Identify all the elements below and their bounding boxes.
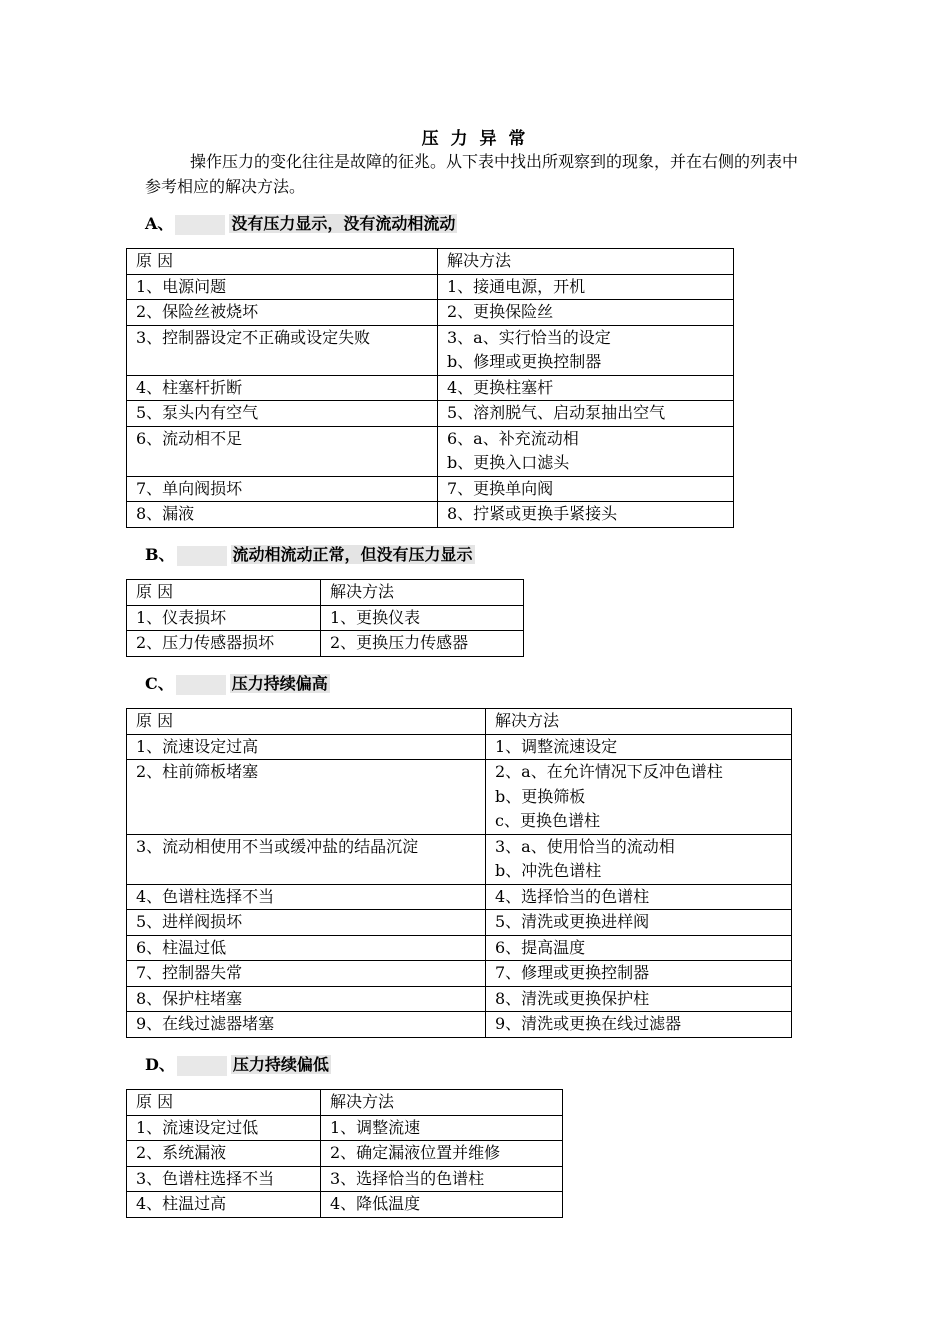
solution-text: b、修理或更换控制器 (447, 352, 602, 371)
cause-cell (127, 375, 438, 401)
solution-text: 6、a、补充流动相 (447, 428, 579, 448)
table-row (127, 1115, 563, 1141)
cause-cell (127, 734, 486, 760)
table-row (127, 274, 734, 300)
section-d-letter: D、 (145, 1055, 175, 1074)
section-a-heading-text: 没有压力显示，没有流动相流动 (231, 214, 456, 233)
solution-text: b、更换筛板 (495, 786, 586, 806)
solution-cell (486, 1012, 792, 1038)
cause-cell (127, 1166, 321, 1192)
table-row (127, 426, 734, 476)
cause-cell (127, 1141, 321, 1167)
solution-cell (438, 300, 734, 326)
cause-text: 1、流速设定过高 (136, 736, 259, 756)
table-row (127, 910, 792, 936)
solution-cell (321, 631, 524, 657)
section-a-table (126, 248, 734, 528)
section-c-heading-shading (176, 675, 226, 695)
header-cause: 原 因 (127, 249, 438, 275)
table-header-row (127, 1090, 563, 1116)
section-b-table (126, 579, 524, 657)
table-row (127, 935, 792, 961)
header-cause: 原 因 (127, 709, 486, 735)
section-b-letter: B、 (145, 545, 175, 564)
cause-text: 4、柱温过高 (136, 1194, 227, 1213)
solution-text: b、更换入口滤头 (447, 453, 570, 472)
solution-text: 3、选择恰当的色谱柱 (330, 1168, 485, 1188)
section-c-table (126, 708, 792, 1038)
cause-text: 5、泵头内有空气 (136, 403, 259, 422)
cause-text: 5、进样阀损坏 (136, 912, 243, 931)
solution-text: 5、清洗或更换进样阀 (495, 912, 650, 931)
header-cause: 原 因 (127, 580, 321, 606)
solution-cell (486, 961, 792, 987)
cause-text: 3、流动相使用不当或缓冲盐的结晶沉淀 (136, 836, 419, 856)
cause-cell (127, 1192, 321, 1218)
table-row (127, 961, 792, 987)
header-solution: 解决方法 (486, 709, 792, 735)
solution-text: 2、a、在允许情况下反冲色谱柱 (495, 762, 723, 781)
solution-cell (486, 910, 792, 936)
table-header-row (127, 249, 734, 275)
table-row (127, 300, 734, 326)
table-row (127, 986, 792, 1012)
solution-cell (321, 1115, 563, 1141)
table-row (127, 375, 734, 401)
solution-text: 9、清洗或更换在线过滤器 (495, 1014, 682, 1033)
section-b-heading-text: 流动相流动正常，但没有压力显示 (232, 545, 473, 564)
solution-cell (438, 426, 734, 476)
solution-text: 1、调整流速设定 (495, 736, 618, 756)
solution-text: 6、提高温度 (495, 937, 586, 957)
section-c-heading-text: 压力持续偏高 (231, 674, 328, 693)
solution-text: 8、拧紧或更换手紧接头 (447, 504, 618, 523)
solution-cell (486, 734, 792, 760)
section-c-heading (145, 672, 330, 696)
cause-text: 1、流速设定过低 (136, 1117, 259, 1137)
solution-cell (438, 375, 734, 401)
cause-text: 6、流动相不足 (136, 428, 243, 448)
solution-cell (321, 1141, 563, 1167)
cause-cell (127, 605, 321, 631)
cause-text: 4、色谱柱选择不当 (136, 886, 275, 906)
header-cause: 原 因 (127, 1090, 321, 1116)
cause-cell (127, 325, 438, 375)
cause-cell (127, 426, 438, 476)
cause-text: 3、控制器设定不正确或设定失败 (136, 327, 371, 347)
table-row (127, 884, 792, 910)
cause-cell (127, 935, 486, 961)
cause-cell (127, 961, 486, 987)
solution-cell (438, 325, 734, 375)
cause-cell (127, 834, 486, 884)
cause-cell (127, 476, 438, 502)
page-title: 压 力 异 常 (421, 129, 529, 149)
solution-text: 4、选择恰当的色谱柱 (495, 886, 650, 906)
table-row (127, 502, 734, 528)
header-solution: 解决方法 (321, 580, 524, 606)
table-row (127, 325, 734, 375)
section-d-table (126, 1089, 563, 1218)
cause-text: 2、压力传感器损坏 (136, 633, 275, 652)
table-row (127, 631, 524, 657)
solution-cell (321, 1166, 563, 1192)
section-d-heading (145, 1053, 331, 1077)
cause-cell (127, 274, 438, 300)
solution-cell (438, 401, 734, 427)
solution-cell (438, 476, 734, 502)
intro-paragraph: 操作压力的变化往往是故障的征兆。从下表中找出所观察到的现象，并在右侧的列表中参考相应的解决方法。 (145, 152, 799, 196)
cause-cell (127, 1012, 486, 1038)
header-solution: 解决方法 (321, 1090, 563, 1116)
cause-text: 7、单向阀损坏 (136, 478, 243, 498)
table-row (127, 834, 792, 884)
table-row (127, 1166, 563, 1192)
solution-text: 5、溶剂脱气、启动泵抽出空气 (447, 403, 666, 422)
table-row (127, 401, 734, 427)
cause-text: 8、保护柱堵塞 (136, 988, 243, 1008)
cause-text: 8、漏液 (136, 504, 195, 523)
solution-text: b、冲洗色谱柱 (495, 861, 602, 880)
cause-cell (127, 884, 486, 910)
cause-cell (127, 631, 321, 657)
solution-cell (321, 605, 524, 631)
solution-cell (486, 935, 792, 961)
table-header-row (127, 709, 792, 735)
solution-text: 8、清洗或更换保护柱 (495, 988, 650, 1008)
solution-text: 4、更换柱塞杆 (447, 377, 554, 397)
solution-text: 2、确定漏液位置并维修 (330, 1143, 501, 1162)
cause-text: 7、控制器失常 (136, 963, 243, 982)
solution-text: 1、接通电源，开机 (447, 276, 586, 296)
solution-text: c、更换色谱柱 (495, 811, 600, 830)
section-b-heading (145, 543, 475, 567)
solution-text: 7、修理或更换控制器 (495, 963, 650, 982)
cause-text: 2、柱前筛板堵塞 (136, 762, 259, 781)
cause-text: 1、仪表损坏 (136, 607, 227, 627)
table-row (127, 476, 734, 502)
solution-text: 2、更换压力传感器 (330, 633, 469, 652)
solution-cell (438, 274, 734, 300)
solution-cell (321, 1192, 563, 1218)
section-c-letter: C、 (145, 674, 174, 693)
cause-text: 4、柱塞杆折断 (136, 377, 243, 397)
section-d-heading-shading (177, 1056, 227, 1076)
section-a-heading-shading (175, 215, 225, 235)
cause-cell (127, 986, 486, 1012)
section-b-heading-shading (177, 546, 227, 566)
cause-text: 2、保险丝被烧坏 (136, 302, 259, 321)
solution-cell (486, 986, 792, 1012)
cause-text: 6、柱温过低 (136, 937, 227, 957)
cause-cell (127, 760, 486, 835)
table-row (127, 734, 792, 760)
cause-text: 1、电源问题 (136, 276, 227, 296)
solution-text: 7、更换单向阀 (447, 478, 554, 498)
solution-text: 1、更换仪表 (330, 607, 421, 627)
section-a-heading (145, 212, 457, 236)
solution-cell (486, 834, 792, 884)
table-row (127, 1012, 792, 1038)
table-row (127, 1141, 563, 1167)
cause-cell (127, 910, 486, 936)
cause-text: 2、系统漏液 (136, 1143, 227, 1162)
cause-text: 3、色谱柱选择不当 (136, 1168, 275, 1188)
solution-cell (486, 760, 792, 835)
section-d-heading-text: 压力持续偏低 (232, 1055, 329, 1074)
solution-text: 1、调整流速 (330, 1117, 421, 1137)
table-row (127, 605, 524, 631)
cause-cell (127, 401, 438, 427)
table-header-row (127, 580, 524, 606)
header-solution: 解决方法 (438, 249, 734, 275)
table-row (127, 1192, 563, 1218)
solution-text: 3、a、实行恰当的设定 (447, 327, 611, 347)
solution-cell (438, 502, 734, 528)
cause-cell (127, 1115, 321, 1141)
solution-text: 3、a、使用恰当的流动相 (495, 836, 675, 856)
table-row (127, 760, 792, 835)
solution-text: 4、降低温度 (330, 1194, 421, 1213)
cause-text: 9、在线过滤器堵塞 (136, 1014, 275, 1033)
solution-text: 2、更换保险丝 (447, 302, 554, 321)
section-a-letter: A、 (145, 214, 174, 233)
solution-cell (486, 884, 792, 910)
cause-cell (127, 300, 438, 326)
cause-cell (127, 502, 438, 528)
